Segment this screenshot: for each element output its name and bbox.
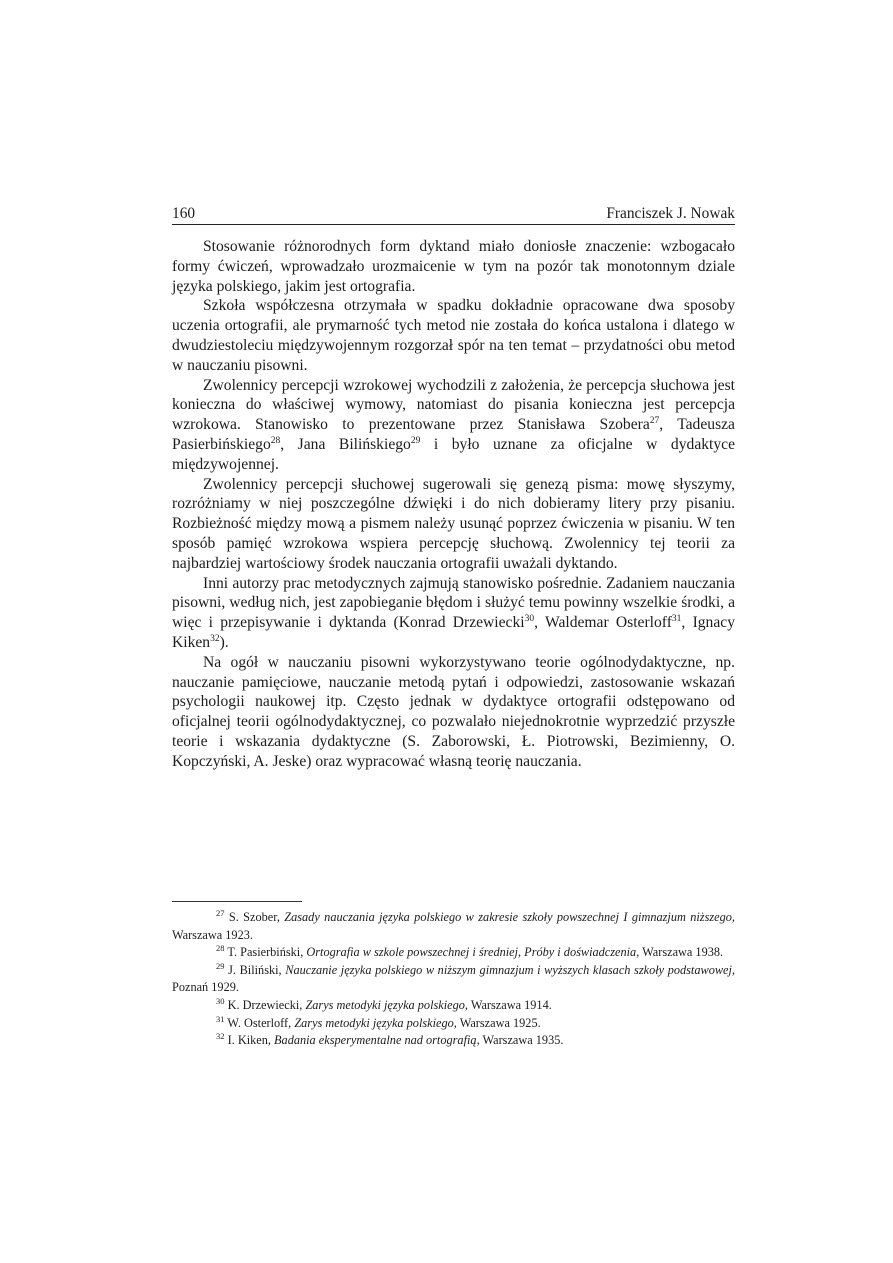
paragraph-text: , Jana Bilińskiego [280,435,411,453]
footnote-number: 32 [216,1031,225,1042]
running-head-author: Franciszek J. Nowak [606,205,735,222]
footnote-title: Badania eksperymentalne nad ortografią [274,1033,477,1048]
footnote-ref[interactable]: 31 [671,614,682,625]
paragraph: Szkoła współczesna otrzymała w spadku dokładnie opracowane dwa sposoby uczenia ortografii, ale prymarność tych metod nie została do końca ustalona i dlatego w dwudziestoleciu międzywojennym rozgorzał spór na ten temat – przydatności obu metod w nauczaniu pisowni. [172,297,735,374]
footnote-publication: , Warszawa 1938. [636,945,724,960]
paragraph: Stosowanie różnorodnych form dyktand miało doniosłe znaczenie: wzbogacało formy ćwiczeń, wprowadzało urozmaicenie w tym na pozór tak monotonnym dziale języka polskiego, jakim jest ortografia. [172,238,735,295]
footnote-author: W. Osterloff, [227,1015,295,1030]
footnotes [172,909,735,1050]
paragraph-text: Zwolennicy percepcji wzrokowej wychodzili z założenia, że percepcja słuchowa jest konieczna do właściwej wymowy, natomiast do pisania konieczna jest percepcja wzrokowa. Stanowisko to prezentowane przez Stanisława Szobera [172,376,735,434]
paragraph-text: , Tadeusza Pasierbińskiego [172,416,735,453]
footnote-ref[interactable]: 28 [270,435,281,446]
body-text [172,237,735,772]
footnote-number: 29 [216,960,225,971]
footnote-author: K. Drzewiecki, [227,997,306,1012]
footnote-title: Ortografia w szkole powszechnej i średniej, Próby i doświadczenia [306,945,637,960]
paragraph [172,376,735,475]
page-number: 160 [172,205,196,222]
footnote [172,962,735,997]
footnote-number: 27 [216,908,225,918]
footnote [172,997,735,1015]
footnote-author: I. Kiken, [227,1033,275,1048]
footnote-title: Nauczanie języka polskiego w niższym gimnazjum i wyższych klasach szkoły podstawowej [285,962,732,977]
paragraph-text: ). [219,633,229,651]
page [172,202,735,772]
footnote-number: 28 [216,943,225,954]
paragraph: Zwolennicy percepcji słuchowej sugerowali się genezą pisma: mowę słyszymy, rozróżniamy w niej poszczególne dźwięki i do nich dobieramy litery przy pisaniu. Rozbieżność między mową a pismem należy usunąć poprzez ćwiczenia w pisaniu. W ten sposób pamięć wzrokowa wspiera percepcję słuchową. Zwolennicy tej teorii za najbardziej wartościowy środek nauczania ortografii uważali dyktando. [172,475,735,572]
paragraph-text: , Ignacy Kiken [172,614,735,651]
paragraph-text: , Waldemar Osterloff [534,614,672,632]
footnote [172,944,735,962]
footnote [172,1015,735,1033]
running-header [172,202,735,225]
footnote-author: S. Szober, [228,910,285,924]
footnote [172,1032,735,1050]
paragraph-text: i było uznane za oficjalne w dydaktyce międzywojennej. [172,435,736,473]
footnote-publication: , Warszawa 1923. [172,910,735,942]
footnote-ref[interactable]: 27 [649,416,660,427]
footnote-ref[interactable]: 32 [210,633,220,644]
footnote [172,909,735,944]
footnote-title: Zarys metodyki języka polskiego [294,1015,454,1030]
footnote-number: 30 [216,995,225,1006]
footnote-ref[interactable]: 30 [524,614,535,625]
paragraph [172,574,735,653]
footnote-author: T. Pasierbiński, [227,945,307,960]
paragraph-text: Inni autorzy prac metodycznych zajmują stanowisko pośrednie. Zadaniem nauczania pisowni, według nich, jest zapobieganie błędom i służyć temu powinny wszelkie środki, a więc i przepisywanie i dyktanda (Konrad Drzewiecki [172,574,735,632]
footnote-ref[interactable]: 29 [410,435,421,446]
footnote-publication: , Warszawa 1935. [476,1033,564,1048]
footnote-title: Zarys metodyki języka polskiego [305,997,465,1012]
footnote-title: Zasady nauczania języka polskiego w zakresie szkoły powszechnej I gimnazjum niższego [284,910,732,924]
footnote-separator [172,901,302,902]
footnote-publication: , Poznań 1929. [172,962,736,995]
footnote-number: 31 [216,1013,225,1024]
footnote-publication: , Warszawa 1925. [453,1015,541,1030]
footnote-author: J. Biliński, [228,962,286,977]
footnote-publication: , Warszawa 1914. [464,997,552,1012]
paragraph: Na ogół w nauczaniu pisowni wykorzystywano teorie ogólnodydaktyczne, np. nauczanie pamięciowe, nauczanie metodą pytań i odpowiedzi, zastosowanie wskazań psychologii naukowej itp. Często jednak w dydaktyce ortografii odstępowano od oficjalnej teorii ogólnodydaktycznej, co pozwalało niejednokrotnie wyprzedzić przyszłe teorie i wskazania dydaktyczne (S. Zaborowski, Ł. Piotrowski, Bezimienny, O. Kopczyński, A. Jeske) oraz wypracować własną teorię nauczania. [172,653,735,770]
